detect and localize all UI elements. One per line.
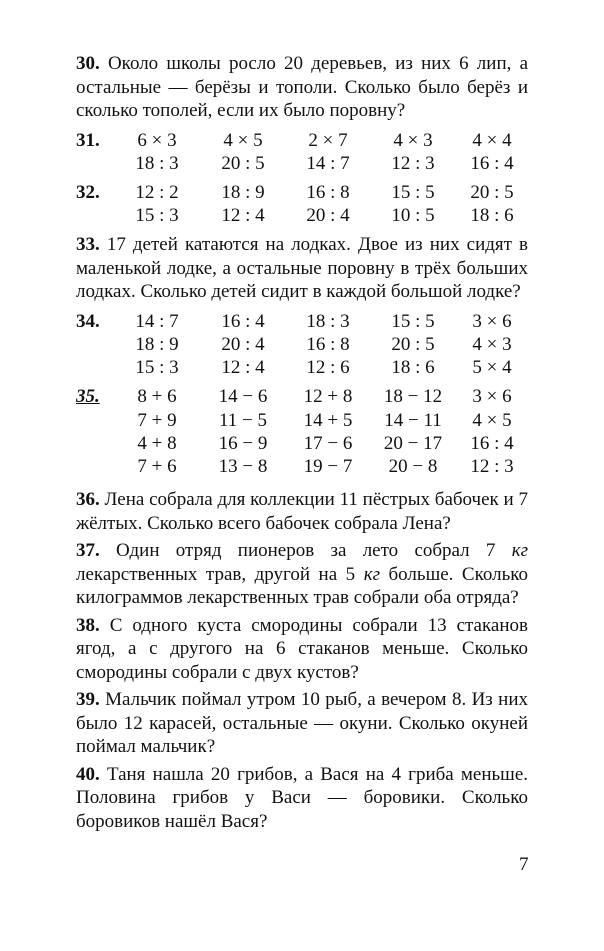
expression: 15 : 3 <box>135 205 179 227</box>
page-content <box>76 52 528 833</box>
label-spacer <box>76 455 114 478</box>
problem-number: 38. <box>76 614 100 636</box>
unit-kg: кг <box>511 540 529 562</box>
label-spacer <box>76 204 114 227</box>
expression: 13 − 8 <box>218 456 268 478</box>
label-spacer <box>76 409 114 432</box>
problem-text: Лена собрала для коллекции 11 пёстрых бабочек и 7 жёлтых. Сколько всего бабочек собрала Лена? <box>76 489 528 534</box>
problem-38 <box>76 614 528 685</box>
exercise-32 <box>76 181 528 227</box>
expression: 4 + 8 <box>137 432 177 454</box>
expression: 7 + 9 <box>137 409 177 431</box>
expression: 18 − 12 <box>383 386 443 408</box>
problem-text: больше. Сколько килограммов лекарственных трав собрали оба отряда? <box>76 563 528 609</box>
expression: 20 − 17 <box>383 432 443 454</box>
expression: 16 : 8 <box>306 181 350 203</box>
expression: 16 : 4 <box>470 432 514 454</box>
expression: 15 : 3 <box>135 357 179 379</box>
expression: 11 − 5 <box>218 409 267 431</box>
expression: 12 : 6 <box>306 357 350 379</box>
expression: 20 : 5 <box>221 152 265 174</box>
expression: 14 : 7 <box>135 310 179 332</box>
expression: 12 : 2 <box>135 181 179 203</box>
problem-text: Мальчик поймал утром 10 рыб, а вечером 8. Из них было 12 карасей, остальные — окуни. Сколько окуней поймал мальчик? <box>76 689 528 758</box>
expression: 3 × 6 <box>472 310 512 332</box>
expression: 12 + 8 <box>303 386 353 408</box>
expression: 20 : 4 <box>306 205 350 227</box>
expression: 20 : 4 <box>221 334 265 356</box>
expression: 20 : 5 <box>470 181 514 203</box>
exercise-number: 34. <box>76 310 100 332</box>
label-spacer <box>76 356 114 379</box>
expression: 18 : 6 <box>470 205 514 227</box>
label-spacer <box>76 333 114 356</box>
problem-text: Около школы росло 20 деревьев, из них 6 лип, а остальные — берёзы и тополи. Сколько было берёз и сколько тополей, если их было поровну? <box>76 53 529 121</box>
exercise-34 <box>76 310 528 380</box>
expression: 20 − 8 <box>388 456 438 478</box>
page-number: 7 <box>519 854 529 875</box>
expression: 3 × 6 <box>472 386 512 408</box>
expression: 4 × 5 <box>472 409 512 431</box>
expression: 12 : 4 <box>221 357 265 379</box>
problem-number: 36. <box>76 489 100 511</box>
expression: 6 × 3 <box>137 129 177 151</box>
expression: 14 + 5 <box>303 409 353 431</box>
problem-number: 33. <box>76 234 100 256</box>
expression: 4 × 5 <box>223 129 263 151</box>
label-spacer <box>76 152 114 175</box>
problem-text: Таня нашла 20 грибов, а Вася на 4 гриба меньше. Половина грибов у Васи — боровики. Сколько боровиков нашёл Вася? <box>76 763 528 832</box>
expression: 12 : 4 <box>221 205 265 227</box>
exercise-31 <box>76 129 528 175</box>
problem-33 <box>76 233 528 304</box>
unit-kg: кг <box>363 563 380 585</box>
exercise-number: 31. <box>76 129 100 151</box>
exercise-number: 32. <box>76 181 100 203</box>
problem-text: Один отряд пионеров за лето собрал 7 <box>116 540 512 562</box>
expression: 14 : 7 <box>306 152 350 174</box>
expression: 5 × 4 <box>472 357 512 379</box>
expression: 12 : 3 <box>391 152 435 174</box>
expression: 4 × 3 <box>393 129 433 151</box>
expression: 18 : 6 <box>391 357 435 379</box>
expression: 8 + 6 <box>137 386 177 408</box>
expression: 19 − 7 <box>303 456 353 478</box>
problem-text: 17 детей катаются на лодках. Двое из них сидят в маленькой лодке, а остальные поровну в трёх больших лодках. Сколько детей сидит в каждой большой лодке? <box>76 234 528 303</box>
expression: 16 : 4 <box>221 310 265 332</box>
problem-30 <box>76 52 528 123</box>
expression: 4 × 4 <box>472 129 512 151</box>
problem-40 <box>76 763 528 834</box>
problem-36 <box>76 488 528 535</box>
problem-37 <box>76 539 528 610</box>
expression: 16 : 4 <box>470 152 514 174</box>
expression: 12 : 3 <box>470 456 514 478</box>
label-spacer <box>76 432 114 455</box>
problem-text: С одного куста смородины собрали 13 стаканов ягод, а с другого на 6 стаканов меньше. Сколько смородины собрали с двух кустов? <box>76 614 528 683</box>
exercise-35 <box>76 385 528 478</box>
exercise-number: 35. <box>76 386 100 408</box>
expression: 15 : 5 <box>391 310 435 332</box>
expression: 4 × 3 <box>472 334 512 356</box>
expression: 18 : 9 <box>221 181 265 203</box>
expression: 16 : 8 <box>306 334 350 356</box>
expression: 20 : 5 <box>391 334 435 356</box>
expression: 14 − 11 <box>384 409 442 431</box>
expression: 18 : 9 <box>135 334 179 356</box>
expression: 15 : 5 <box>391 181 435 203</box>
expression: 2 × 7 <box>308 129 348 151</box>
problem-text: лекарственных трав, другой на 5 <box>76 563 364 585</box>
problem-39 <box>76 688 528 759</box>
problem-number: 30. <box>76 53 100 74</box>
expression: 14 − 6 <box>218 386 268 408</box>
problem-number: 39. <box>76 689 100 711</box>
expression: 18 : 3 <box>306 310 350 332</box>
expression: 18 : 3 <box>135 152 179 174</box>
expression: 17 − 6 <box>303 432 353 454</box>
expression: 16 − 9 <box>218 432 268 454</box>
expression: 7 + 6 <box>137 456 177 478</box>
expression: 10 : 5 <box>391 205 435 227</box>
problem-number: 37. <box>76 540 100 562</box>
problem-number: 40. <box>76 763 100 785</box>
